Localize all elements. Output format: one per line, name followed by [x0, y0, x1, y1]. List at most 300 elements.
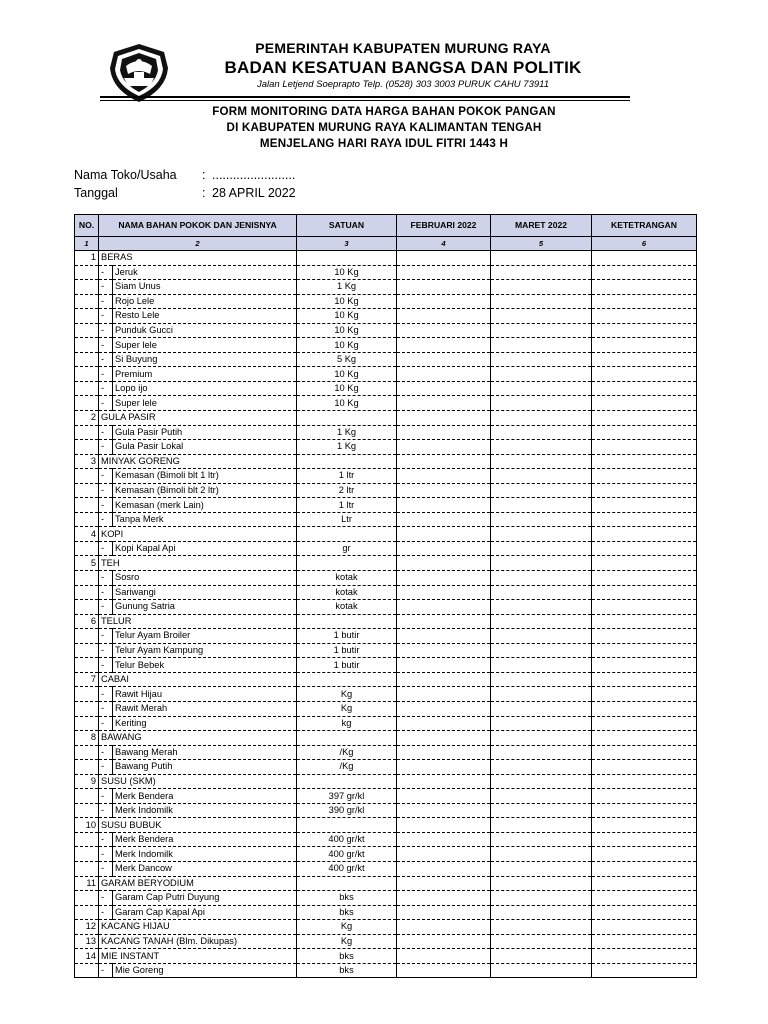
- row-notes: [592, 352, 697, 367]
- row-number: 4: [75, 527, 99, 542]
- row-february-price: [397, 760, 491, 775]
- row-dash-marker: -: [99, 571, 113, 586]
- table-row: [75, 847, 697, 862]
- row-dash-marker: -: [99, 745, 113, 760]
- row-notes: [592, 265, 697, 280]
- table-row: [75, 541, 697, 556]
- row-february-price: [397, 571, 491, 586]
- row-number: [75, 861, 99, 876]
- row-number: [75, 280, 99, 295]
- row-number: [75, 367, 99, 382]
- letterhead-rule-thick: [100, 96, 630, 98]
- form-title-line1: FORM MONITORING DATA HARGA BAHAN POKOK PANGAN: [212, 105, 556, 118]
- row-dash-marker: -: [99, 367, 113, 382]
- row-item-name: Bawang Putih: [113, 760, 297, 775]
- row-number: [75, 905, 99, 920]
- agency-name: BADAN KESATUAN BANGSA DAN POLITIK: [224, 58, 582, 77]
- row-item-name: Merk Bendera: [113, 832, 297, 847]
- date-value: 28 APRIL 2022: [212, 186, 296, 200]
- row-notes: [592, 643, 697, 658]
- row-category-name: TELUR: [99, 614, 297, 629]
- row-dash-marker: -: [99, 832, 113, 847]
- row-february-price: [397, 891, 491, 906]
- row-notes: [592, 687, 697, 702]
- row-dash-marker: -: [99, 381, 113, 396]
- table-row: [75, 498, 697, 513]
- row-number: 13: [75, 934, 99, 949]
- row-february-price: [397, 832, 491, 847]
- row-number: [75, 440, 99, 455]
- row-unit: 1 butir: [297, 658, 397, 673]
- index-4: 4: [397, 237, 491, 251]
- row-number: 12: [75, 920, 99, 935]
- row-dash-marker: -: [99, 643, 113, 658]
- row-unit: Kg: [297, 920, 397, 935]
- row-february-price: [397, 367, 491, 382]
- row-march-price: [491, 847, 592, 862]
- row-unit: [297, 876, 397, 891]
- table-row: [75, 803, 697, 818]
- row-item-name: Jeruk: [113, 265, 297, 280]
- row-number: [75, 352, 99, 367]
- row-notes: [592, 367, 697, 382]
- row-dash-marker: -: [99, 789, 113, 804]
- row-unit: 1 butir: [297, 629, 397, 644]
- row-number: [75, 847, 99, 862]
- row-item-name: Keriting: [113, 716, 297, 731]
- table-row: [75, 643, 697, 658]
- row-item-name: Bawang Merah: [113, 745, 297, 760]
- row-notes: [592, 600, 697, 615]
- store-name-label: Nama Toko/Usaha: [74, 168, 177, 182]
- row-march-price: [491, 789, 592, 804]
- row-march-price: [491, 454, 592, 469]
- row-february-price: [397, 280, 491, 295]
- table-row: [75, 352, 697, 367]
- row-march-price: [491, 338, 592, 353]
- row-item-name: Si Buyung: [113, 352, 297, 367]
- row-dash-marker: -: [99, 396, 113, 411]
- row-february-price: [397, 411, 491, 426]
- row-unit: 10 Kg: [297, 294, 397, 309]
- row-march-price: [491, 381, 592, 396]
- row-february-price: [397, 920, 491, 935]
- row-category-name: BERAS: [99, 251, 297, 266]
- row-notes: [592, 847, 697, 862]
- row-unit: Kg: [297, 701, 397, 716]
- row-item-name: Tanpa Merk: [113, 512, 297, 527]
- row-march-price: [491, 861, 592, 876]
- row-unit: 10 Kg: [297, 381, 397, 396]
- row-unit: [297, 731, 397, 746]
- row-unit: 10 Kg: [297, 396, 397, 411]
- table-row: [75, 556, 697, 571]
- row-unit: [297, 774, 397, 789]
- row-item-name: Telur Ayam Kampung: [113, 643, 297, 658]
- row-number: [75, 745, 99, 760]
- row-february-price: [397, 381, 491, 396]
- table-row: [75, 760, 697, 775]
- row-february-price: [397, 876, 491, 891]
- row-february-price: [397, 818, 491, 833]
- row-dash-marker: -: [99, 861, 113, 876]
- row-february-price: [397, 701, 491, 716]
- row-march-price: [491, 600, 592, 615]
- row-dash-marker: -: [99, 585, 113, 600]
- row-march-price: [491, 745, 592, 760]
- row-item-name: Gunung Satria: [113, 600, 297, 615]
- row-march-price: [491, 774, 592, 789]
- row-item-name: Mie Goreng: [113, 963, 297, 978]
- row-item-name: Rawit Merah: [113, 701, 297, 716]
- row-february-price: [397, 803, 491, 818]
- header-notes: KETETRANGAN: [592, 215, 697, 237]
- row-unit: [297, 454, 397, 469]
- government-name: PEMERINTAH KABUPATEN MURUNG RAYA: [255, 40, 551, 56]
- row-category-name: KACANG HIJAU: [99, 920, 297, 935]
- row-march-price: [491, 701, 592, 716]
- date-label: Tanggal: [74, 186, 118, 200]
- row-march-price: [491, 396, 592, 411]
- row-unit: 1 Kg: [297, 440, 397, 455]
- row-number: 11: [75, 876, 99, 891]
- row-number: [75, 469, 99, 484]
- row-february-price: [397, 658, 491, 673]
- row-unit: [297, 614, 397, 629]
- row-february-price: [397, 731, 491, 746]
- row-march-price: [491, 265, 592, 280]
- form-title-line2: DI KABUPATEN MURUNG RAYA KALIMANTAN TENGAH: [226, 121, 542, 134]
- store-name-value: ........................: [212, 168, 296, 182]
- row-dash-marker: -: [99, 600, 113, 615]
- letterhead: [0, 36, 768, 106]
- row-unit: kotak: [297, 571, 397, 586]
- row-march-price: [491, 891, 592, 906]
- row-february-price: [397, 352, 491, 367]
- row-item-name: Punduk Gucci: [113, 323, 297, 338]
- row-february-price: [397, 774, 491, 789]
- row-february-price: [397, 541, 491, 556]
- row-march-price: [491, 512, 592, 527]
- row-item-name: Sosro: [113, 571, 297, 586]
- row-notes: [592, 701, 697, 716]
- row-notes: [592, 891, 697, 906]
- row-notes: [592, 629, 697, 644]
- row-march-price: [491, 934, 592, 949]
- row-february-price: [397, 527, 491, 542]
- row-notes: [592, 658, 697, 673]
- row-number: 9: [75, 774, 99, 789]
- row-unit: [297, 672, 397, 687]
- row-march-price: [491, 541, 592, 556]
- row-number: 10: [75, 818, 99, 833]
- row-dash-marker: -: [99, 440, 113, 455]
- row-notes: [592, 440, 697, 455]
- row-february-price: [397, 251, 491, 266]
- row-item-name: Sariwangi: [113, 585, 297, 600]
- row-number: [75, 541, 99, 556]
- row-unit: 10 Kg: [297, 367, 397, 382]
- row-item-name: Merk Dancow: [113, 861, 297, 876]
- row-item-name: Kemasan (Bimoli blt 2 ltr): [113, 483, 297, 498]
- row-unit: gr: [297, 541, 397, 556]
- row-february-price: [397, 629, 491, 644]
- row-march-price: [491, 585, 592, 600]
- row-number: [75, 760, 99, 775]
- row-notes: [592, 454, 697, 469]
- row-march-price: [491, 352, 592, 367]
- row-february-price: [397, 454, 491, 469]
- row-item-name: Rojo Lele: [113, 294, 297, 309]
- row-february-price: [397, 265, 491, 280]
- row-february-price: [397, 745, 491, 760]
- row-number: [75, 832, 99, 847]
- row-dash-marker: -: [99, 425, 113, 440]
- row-unit: bks: [297, 891, 397, 906]
- row-item-name: Telur Ayam Broiler: [113, 629, 297, 644]
- row-dash-marker: -: [99, 847, 113, 862]
- row-item-name: Rawit Hijau: [113, 687, 297, 702]
- row-unit: kg: [297, 716, 397, 731]
- table-row: [75, 309, 697, 324]
- index-2: 2: [99, 237, 297, 251]
- row-notes: [592, 789, 697, 804]
- row-unit: 390 gr/kl: [297, 803, 397, 818]
- row-number: [75, 381, 99, 396]
- row-february-price: [397, 469, 491, 484]
- row-march-price: [491, 629, 592, 644]
- row-unit: 1 Kg: [297, 425, 397, 440]
- row-number: [75, 338, 99, 353]
- row-march-price: [491, 440, 592, 455]
- row-unit: Ltr: [297, 512, 397, 527]
- row-notes: [592, 905, 697, 920]
- row-march-price: [491, 963, 592, 978]
- table-row: [75, 701, 697, 716]
- row-notes: [592, 512, 697, 527]
- row-notes: [592, 803, 697, 818]
- table-header-row: [75, 215, 697, 237]
- row-number: [75, 585, 99, 600]
- row-number: 6: [75, 614, 99, 629]
- row-unit: kotak: [297, 600, 397, 615]
- row-february-price: [397, 600, 491, 615]
- row-notes: [592, 338, 697, 353]
- row-number: [75, 323, 99, 338]
- regency-emblem-icon: [106, 42, 172, 104]
- row-dash-marker: -: [99, 963, 113, 978]
- header-no: NO.: [75, 215, 99, 237]
- table-row: [75, 963, 697, 978]
- table-row: [75, 571, 697, 586]
- header-february: FEBRUARI 2022: [397, 215, 491, 237]
- row-notes: [592, 876, 697, 891]
- row-unit: 1 butir: [297, 643, 397, 658]
- row-unit: Kg: [297, 687, 397, 702]
- row-number: [75, 512, 99, 527]
- row-item-name: Merk Bendera: [113, 789, 297, 804]
- row-february-price: [397, 483, 491, 498]
- row-number: [75, 265, 99, 280]
- row-february-price: [397, 512, 491, 527]
- row-unit: Kg: [297, 934, 397, 949]
- row-february-price: [397, 309, 491, 324]
- row-march-price: [491, 498, 592, 513]
- row-category-name: GARAM BERYODIUM: [99, 876, 297, 891]
- row-unit: 1 ltr: [297, 469, 397, 484]
- row-notes: [592, 731, 697, 746]
- row-notes: [592, 411, 697, 426]
- row-number: [75, 789, 99, 804]
- row-unit: /Kg: [297, 760, 397, 775]
- row-notes: [592, 818, 697, 833]
- row-march-price: [491, 920, 592, 935]
- row-dash-marker: -: [99, 541, 113, 556]
- row-notes: [592, 832, 697, 847]
- table-row: [75, 876, 697, 891]
- row-march-price: [491, 803, 592, 818]
- row-notes: [592, 251, 697, 266]
- table-index-row: [75, 237, 697, 251]
- agency-address: Jalan Letjend Soeprapto Telp. (0528) 303 3003 PURUK CAHU 73911: [256, 79, 550, 90]
- row-february-price: [397, 440, 491, 455]
- row-unit: 2 ltr: [297, 483, 397, 498]
- row-notes: [592, 483, 697, 498]
- row-notes: [592, 556, 697, 571]
- row-notes: [592, 760, 697, 775]
- row-notes: [592, 527, 697, 542]
- row-dash-marker: -: [99, 629, 113, 644]
- table-row: [75, 265, 697, 280]
- row-number: [75, 498, 99, 513]
- row-march-price: [491, 905, 592, 920]
- row-unit: [297, 251, 397, 266]
- row-category-name: SUSU BUBUK: [99, 818, 297, 833]
- row-march-price: [491, 876, 592, 891]
- row-number: 14: [75, 949, 99, 964]
- row-unit: /Kg: [297, 745, 397, 760]
- row-notes: [592, 571, 697, 586]
- row-dash-marker: -: [99, 512, 113, 527]
- row-unit: [297, 527, 397, 542]
- date-colon: :: [202, 186, 206, 200]
- row-february-price: [397, 556, 491, 571]
- row-notes: [592, 774, 697, 789]
- row-item-name: Kemasan (Bimoli blt 1 ltr): [113, 469, 297, 484]
- row-february-price: [397, 687, 491, 702]
- row-february-price: [397, 789, 491, 804]
- index-3: 3: [297, 237, 397, 251]
- header-march: MARET 2022: [491, 215, 592, 237]
- table-row: [75, 716, 697, 731]
- header-unit: SATUAN: [297, 215, 397, 237]
- row-number: 2: [75, 411, 99, 426]
- row-number: [75, 425, 99, 440]
- row-march-price: [491, 949, 592, 964]
- row-dash-marker: -: [99, 716, 113, 731]
- table-row: [75, 920, 697, 935]
- row-notes: [592, 949, 697, 964]
- table-row: [75, 905, 697, 920]
- row-unit: 5 Kg: [297, 352, 397, 367]
- table-row: [75, 425, 697, 440]
- row-number: [75, 658, 99, 673]
- row-number: [75, 963, 99, 978]
- row-february-price: [397, 294, 491, 309]
- row-march-price: [491, 687, 592, 702]
- row-item-name: Siam Unus: [113, 280, 297, 295]
- row-dash-marker: -: [99, 687, 113, 702]
- row-number: [75, 803, 99, 818]
- row-march-price: [491, 367, 592, 382]
- row-unit: bks: [297, 949, 397, 964]
- row-february-price: [397, 396, 491, 411]
- row-march-price: [491, 760, 592, 775]
- table-row: [75, 483, 697, 498]
- row-february-price: [397, 963, 491, 978]
- row-unit: 397 gr/kl: [297, 789, 397, 804]
- table-row: [75, 454, 697, 469]
- row-february-price: [397, 905, 491, 920]
- row-number: [75, 629, 99, 644]
- row-march-price: [491, 614, 592, 629]
- table-row: [75, 818, 697, 833]
- table-row: [75, 731, 697, 746]
- row-march-price: [491, 323, 592, 338]
- row-number: 5: [75, 556, 99, 571]
- row-notes: [592, 541, 697, 556]
- row-number: [75, 643, 99, 658]
- row-february-price: [397, 672, 491, 687]
- row-notes: [592, 585, 697, 600]
- index-1: 1: [75, 237, 99, 251]
- row-dash-marker: -: [99, 803, 113, 818]
- row-notes: [592, 920, 697, 935]
- row-item-name: Kemasan (merk Lain): [113, 498, 297, 513]
- table-row: [75, 687, 697, 702]
- row-february-price: [397, 934, 491, 949]
- row-march-price: [491, 832, 592, 847]
- row-number: 7: [75, 672, 99, 687]
- row-march-price: [491, 483, 592, 498]
- row-number: [75, 571, 99, 586]
- row-category-name: GULA PASIR: [99, 411, 297, 426]
- row-number: 1: [75, 251, 99, 266]
- table-row: [75, 367, 697, 382]
- row-dash-marker: -: [99, 891, 113, 906]
- table-row: [75, 469, 697, 484]
- row-unit: kotak: [297, 585, 397, 600]
- row-dash-marker: -: [99, 352, 113, 367]
- row-item-name: Gula Pasir Lokal: [113, 440, 297, 455]
- row-march-price: [491, 469, 592, 484]
- row-notes: [592, 934, 697, 949]
- row-dash-marker: -: [99, 294, 113, 309]
- row-march-price: [491, 309, 592, 324]
- row-notes: [592, 309, 697, 324]
- row-march-price: [491, 294, 592, 309]
- header-item-name: NAMA BAHAN POKOK DAN JENISNYA: [99, 215, 297, 237]
- table-row: [75, 585, 697, 600]
- row-notes: [592, 323, 697, 338]
- row-item-name: Lopo ijo: [113, 381, 297, 396]
- row-february-price: [397, 716, 491, 731]
- row-category-name: KOPI: [99, 527, 297, 542]
- row-item-name: Resto Lele: [113, 309, 297, 324]
- row-category-name: KACANG TANAH (Blm. Dikupas): [99, 934, 297, 949]
- row-march-price: [491, 280, 592, 295]
- row-notes: [592, 672, 697, 687]
